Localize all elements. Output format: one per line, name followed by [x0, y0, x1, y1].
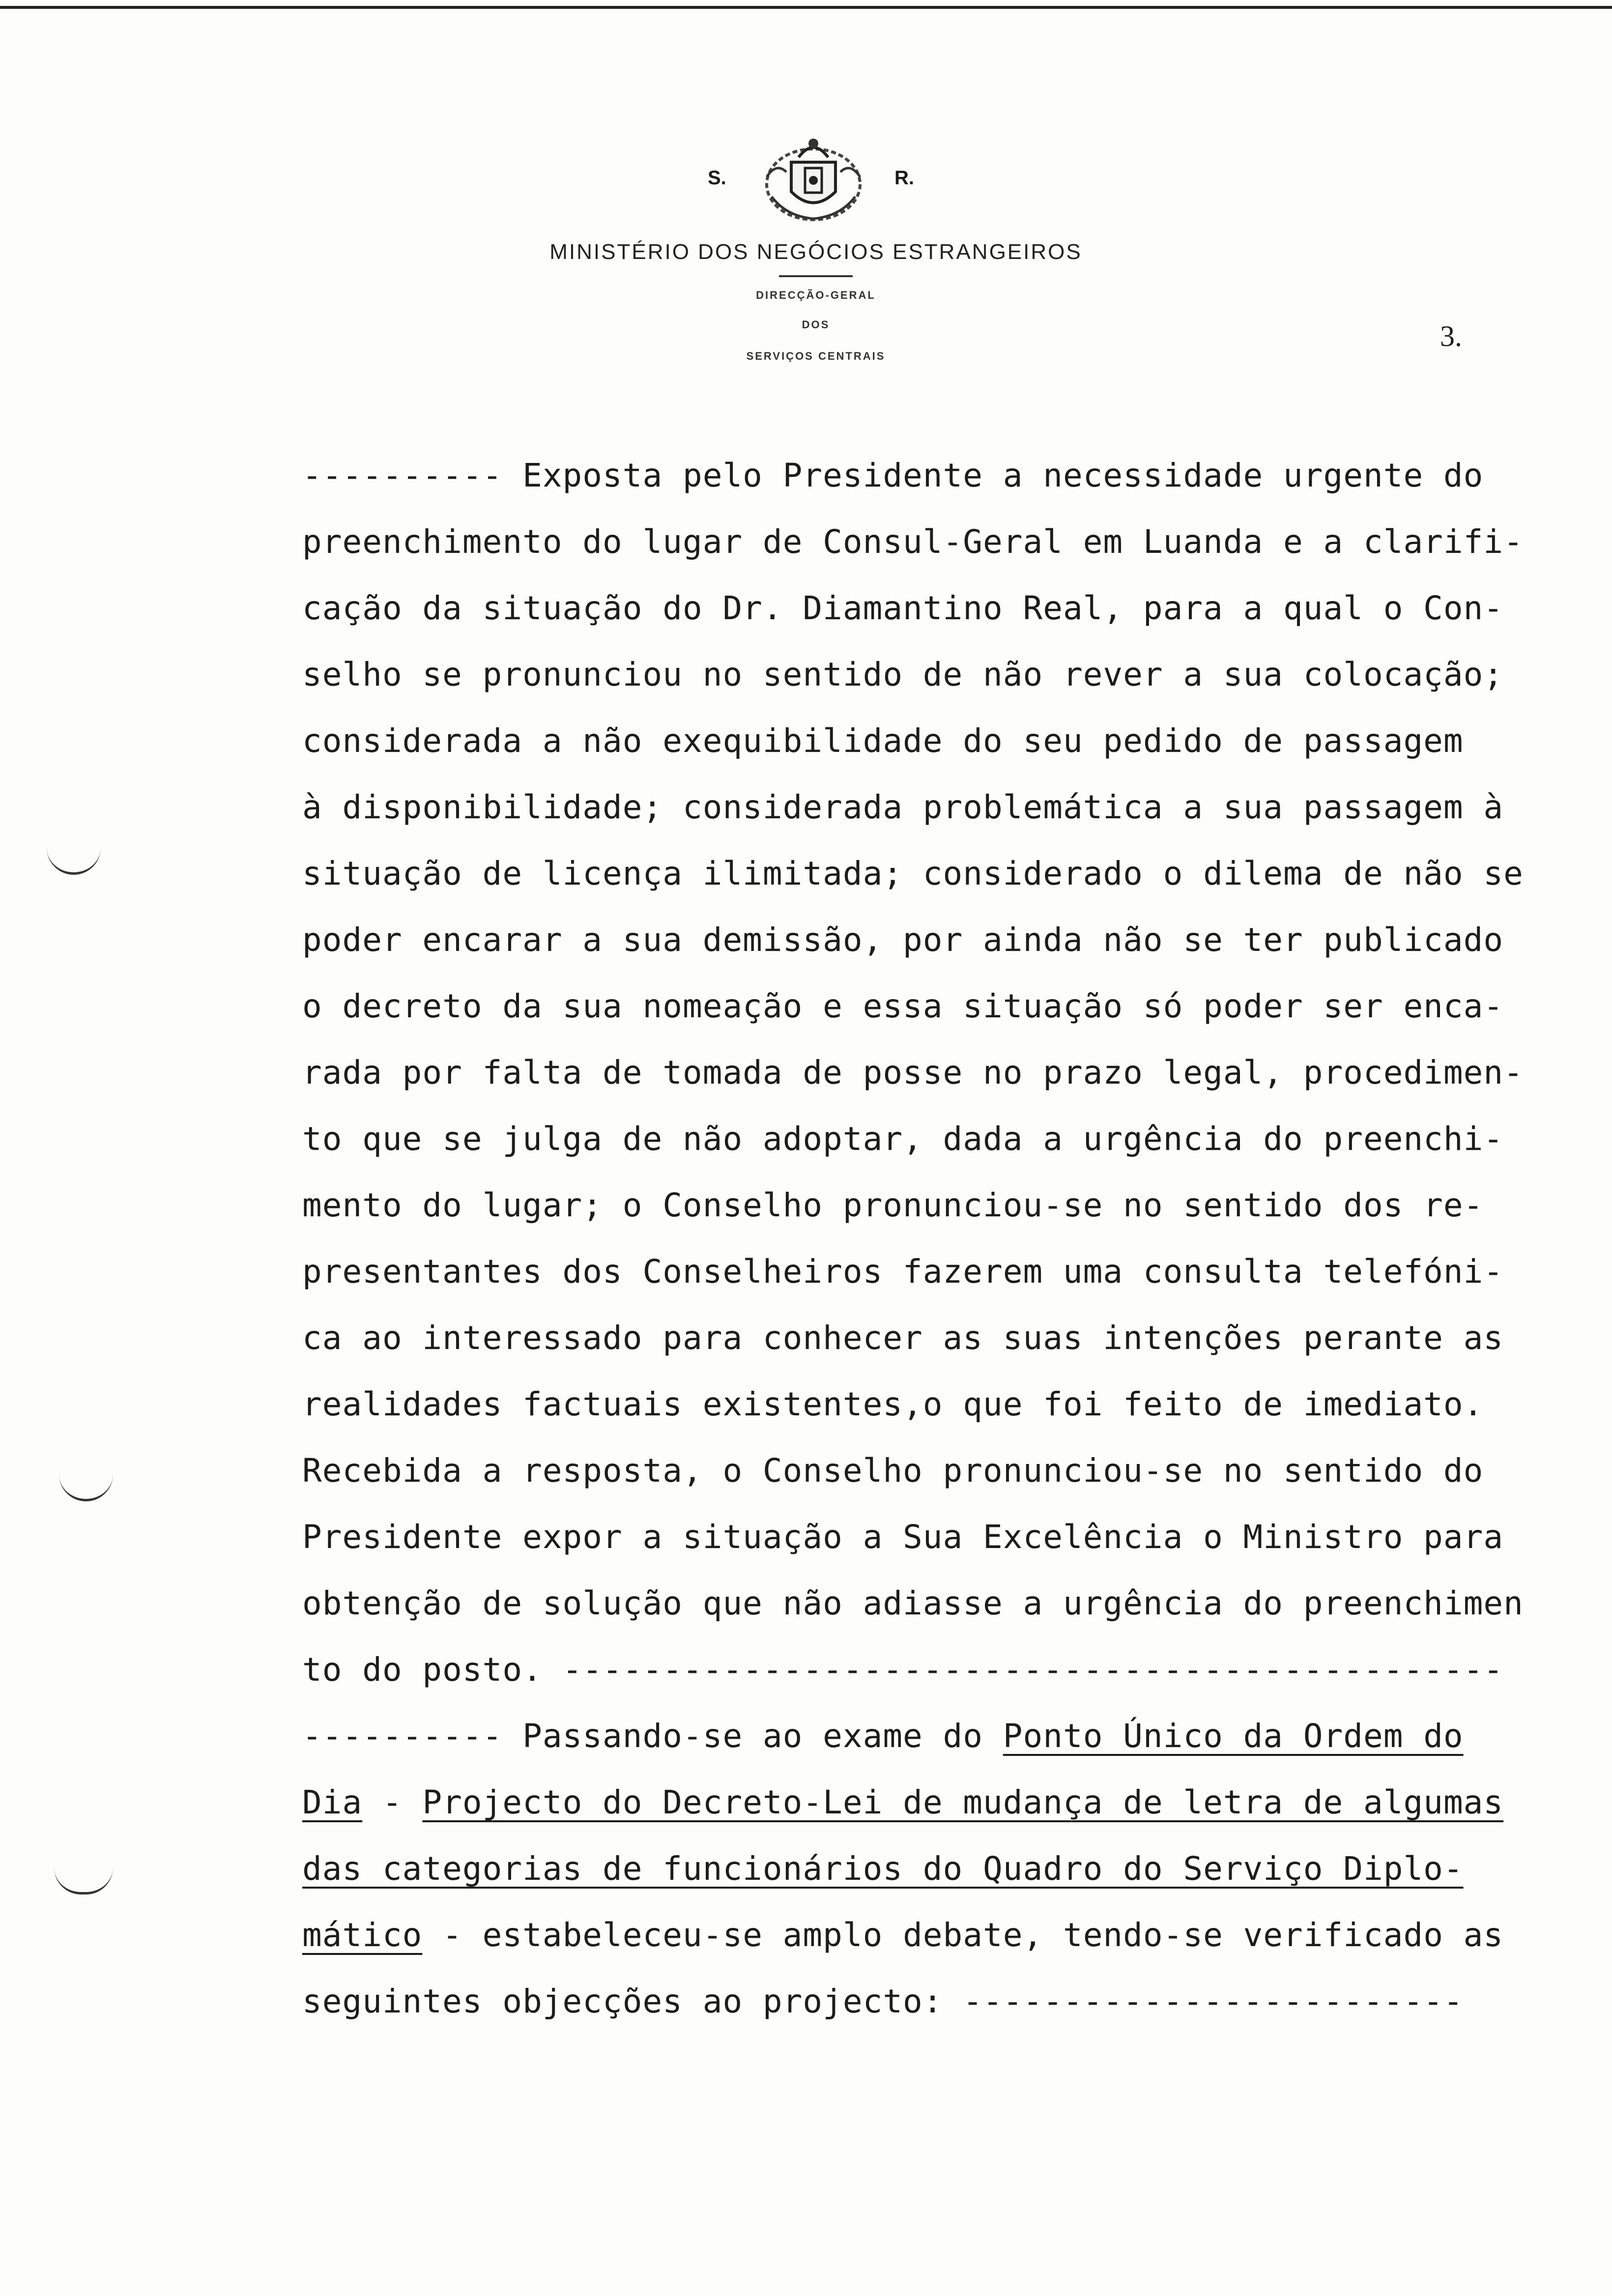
text-line: obtenção de solução que não adiasse a urgência do preenchimen	[302, 1584, 1524, 1622]
letterhead-initial-s: S.	[708, 167, 726, 189]
underlined-agenda-title: Ponto Único da Ordem do	[1003, 1717, 1464, 1755]
text-line: Recebida a resposta, o Conselho pronunciou-se no sentido do	[302, 1452, 1484, 1490]
text-line: poder encarar a sua demissão, por ainda não se ter publicado	[302, 921, 1504, 959]
letterhead-divider	[779, 275, 853, 277]
text-line: to do posto. -----------------------------------------------	[302, 1651, 1504, 1689]
top-edge-rule	[0, 6, 1612, 9]
text-line: ---------- Exposta pelo Presidente a necessidade urgente do	[302, 457, 1484, 494]
page-number: 3.	[1440, 320, 1462, 352]
letterhead-initial-r: R.	[894, 167, 914, 189]
ministry-name: MINISTÉRIO DOS NEGÓCIOS ESTRANGEIROS	[549, 240, 1082, 264]
text-line: selho se pronunciou no sentido de não rever a sua colocação;	[302, 656, 1504, 693]
text-line: to que se julga de não adoptar, dada a urgência do preenchi-	[302, 1120, 1504, 1158]
text-line: rada por falta de tomada de posse no prazo legal, procedimen-	[302, 1054, 1524, 1091]
text-line: Presidente expor a situação a Sua Excelência o Ministro para	[302, 1518, 1504, 1556]
text-line	[302, 1778, 1570, 1844]
text-line: preenchimento do lugar de Consul-Geral em Luanda e a clarifi-	[302, 523, 1524, 561]
text-line	[302, 1844, 1570, 1911]
text-line: presentantes dos Conselheiros fazerem uma consulta telefóni-	[302, 1253, 1504, 1291]
text-line: o decreto da sua nomeação e essa situação só poder ser enca-	[302, 987, 1504, 1025]
text-line: à disponibilidade; considerada problemática a sua passagem à	[302, 788, 1504, 826]
document-body	[302, 451, 1570, 2043]
underlined-project-title: das categorias de funcionários do Quadro do Serviço Diplo-	[302, 1850, 1464, 1888]
directorate-line-2: DOS	[802, 318, 830, 331]
margin-punch-mark	[47, 848, 101, 875]
letterhead	[511, 133, 1121, 369]
text-line	[302, 1712, 1570, 1778]
text-run: -	[362, 1783, 423, 1821]
text-line: seguintes objecções ao projecto: -------------------------	[302, 1982, 1464, 2020]
margin-punch-mark	[54, 1867, 113, 1894]
underlined-project-title: mático	[302, 1916, 423, 1954]
directorate-line-3: SERVIÇOS CENTRAIS	[746, 350, 886, 362]
text-line: considerada a não exequibilidade do seu pedido de passagem	[302, 722, 1464, 760]
directorate-line-1: DIRECÇÃO-GERAL	[756, 289, 876, 301]
coat-of-arms-seal	[757, 133, 870, 226]
text-line	[302, 1911, 1570, 1977]
underlined-project-title: Projecto do Decreto-Lei de mudança de letra de algumas	[422, 1783, 1504, 1821]
text-line: realidades factuais existentes,o que foi feito de imediato.	[302, 1385, 1484, 1423]
margin-punch-mark	[59, 1474, 113, 1501]
text-line: situação de licença ilimitada; considerado o dilema de não se	[302, 855, 1524, 892]
text-run: - estabeleceu-se amplo debate, tendo-se verificado as	[422, 1916, 1504, 1954]
text-line: mento do lugar; o Conselho pronunciou-se no sentido dos re-	[302, 1186, 1484, 1224]
text-run: ---------- Passando-se ao exame do	[302, 1717, 1003, 1755]
text-line: ca ao interessado para conhecer as suas intenções perante as	[302, 1319, 1504, 1357]
text-line: cação da situação do Dr. Diamantino Real, para a qual o Con-	[302, 589, 1504, 627]
underlined-agenda-title: Dia	[302, 1783, 363, 1821]
